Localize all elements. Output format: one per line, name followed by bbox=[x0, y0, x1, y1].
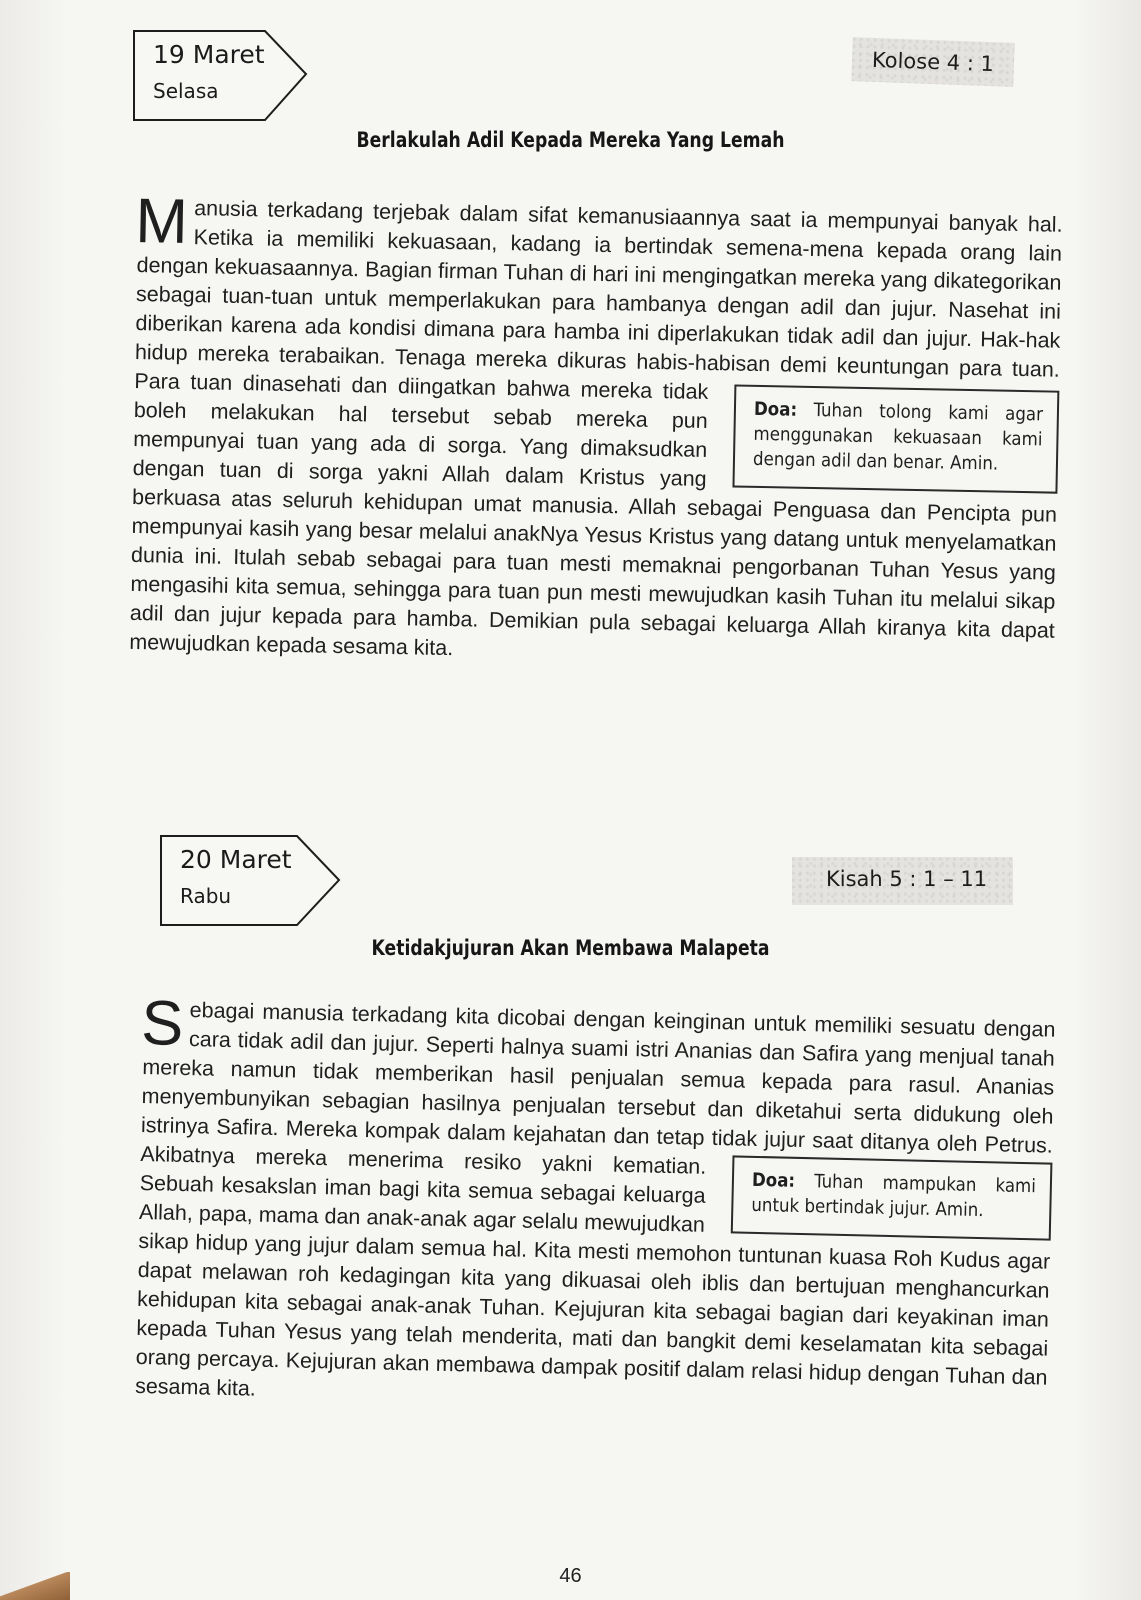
date-label: 20 Maret bbox=[180, 845, 292, 874]
date-tag-1 bbox=[133, 30, 309, 116]
prayer-text: Tuhan tolong kami agar menggunakan kekuasaan kami dengan adil dan benar. Amin. bbox=[752, 400, 1044, 475]
drop-cap: S bbox=[140, 987, 185, 1059]
body-paragraph-rest: resiko yakni kematian. Sebuah kesakslan iman bagi kita semua sebagai keluarga Allah, papa, mama dan anak-anak agar selalu mewujudkan sikap hidup yang jujur dalam semua hal. Kita mesti memohon tuntunan kuasa Roh Kudus agar dapat melawan roh kedagingan kita yang dikuasai oleh iblis dan bertujuan menghancurkan kehidupan kita sebagai anak-anak Tuhan. Kejujuran kita sebagai bagian dari keyakinan iman kepada Tuhan Yesus yang telah menderita, mati dan bangkit demi keselamatan kita sebagai orang percaya. Kejujuran akan membawa dampak positif dalam relasi hidup dengan Tuhan dan sesama kita. bbox=[134, 1149, 1051, 1401]
day-label: Selasa bbox=[153, 79, 219, 103]
prayer-label: Doa: bbox=[753, 398, 798, 421]
prayer-text: Tuhan mampukan kami untuk bertindak jujur. Amin. bbox=[751, 1171, 1037, 1222]
prayer-box bbox=[731, 1155, 1053, 1240]
body-paragraph-rest: boleh melakukan hal tersebut sebab mereka pun mempunyai tuan yang ada di sorga. Yang dimaksudkan dengan tuan di sorga yakni Allah dalam Kristus yang berkuasa atas seluruh kehidupan umat manusia. Allah sebagai Penguasa dan Pencipta pun mempunyai kasih yang besar melalui anakNya Yesus Kristus yang datang untuk menyelamatkan dunia ini. Itulah sebab sebagai para tuan mesti memaknai pengorbanan Tuhan Yesus yang mengasihi kita semua, sehingga para tuan pun mesti mewujudkan kasih Tuhan itu melalui sikap adil dan jujur kepada para hamba. Demikian pula sebagai keluarga Allah kiranya kita dapat mewujudkan kepada sesama kita. bbox=[129, 397, 1058, 661]
prayer-label: Doa: bbox=[751, 1169, 796, 1192]
date-tag-2 bbox=[160, 835, 342, 921]
prayer-box bbox=[732, 384, 1059, 493]
scripture-reference: Kolose 4 : 1 bbox=[851, 37, 1014, 87]
scripture-reference: Kisah 5 : 1 – 11 bbox=[792, 857, 1013, 905]
page-number: 46 bbox=[559, 1565, 582, 1587]
devotion-body bbox=[134, 987, 1056, 1422]
day-label: Rabu bbox=[180, 884, 232, 908]
devotion-body bbox=[129, 185, 1063, 675]
devotion-title: Ketidakjujuran Akan Membawa Malapeta bbox=[371, 936, 770, 960]
devotion-title: Berlakulah Adil Kepada Mereka Yang Lemah bbox=[356, 128, 785, 152]
body-paragraph-intro: ebagai manusia terkadang kita dicobai dengan keinginan untuk memiliki sesuatu dengan cara tidak adil dan jujur. Seperti halnya suami istri Ananias dan Safira yang menjual tanah mereka namun tidak memberikan hasil penjualan semua kepada para rasul. Ananias menyembunyikan sebagian hasilnya penjualan tersebut dan diketahui serta didukung oleh istrinya Safira. Mereka kompak dalam kejahatan dan tetap tidak jujur saat ditanya oleh Petrus. Akibatnya mereka menerima bbox=[140, 998, 1056, 1173]
body-paragraph-intro: anusia terkadang terjebak dalam sifat kemanusiaannya saat ia mempunyai banyak hal. Ketika ia memiliki kekuasaan, kadang ia bertindak semena-mena kepada orang lain dengan kekuasaannya. Bagian firman Tuhan di hari ini mengingatkan mereka yang dikategorikan sebagai tuan-tuan untuk memperlakukan para hambanya dengan adil dan jujur. Nasehat ini diberikan karena ada kondisi dimana para hamba ini diperlakukan tidak adil dan jujur. Hak-hak hidup mereka terabaikan. Tenaga mereka dikuras habis-habisan demi keuntungan para tuan. Para tuan dinasehati dan diingatkan bahwa mereka tidak bbox=[134, 196, 1063, 404]
drop-cap: M bbox=[134, 185, 189, 257]
page-corner-shadow bbox=[0, 1572, 70, 1600]
date-label: 19 Maret bbox=[153, 40, 265, 69]
